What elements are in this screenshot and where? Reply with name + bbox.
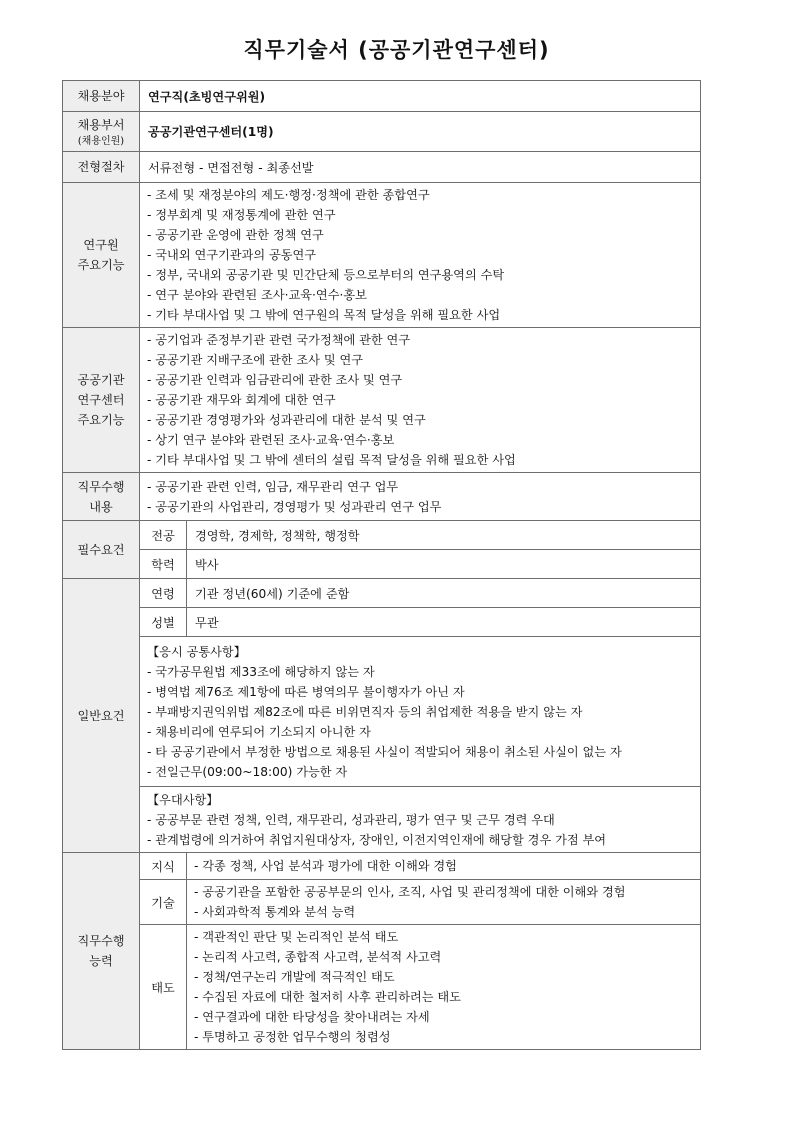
institute-functions-label — [63, 183, 140, 328]
list-item: - 공공기관 인력과 임금관리에 관한 조사 및 연구 — [147, 373, 403, 387]
list-item: - 국내외 연구기관과의 공동연구 — [147, 248, 317, 262]
label-line: 직무수행 — [77, 934, 125, 948]
degree-label: 학력 — [140, 550, 187, 579]
list-item: - 각종 정책, 사업 분석과 평가에 대한 이해와 경험 — [194, 859, 457, 873]
gender-value: 무관 — [187, 608, 701, 637]
general-label: 일반요건 — [63, 579, 140, 853]
process-value: 서류전형 - 면접전형 - 최종선발 — [140, 152, 701, 183]
duties-label — [63, 473, 140, 521]
skill-content — [187, 880, 701, 925]
list-item: - 기타 부대사업 및 그 밖에 연구원의 목적 달성을 위해 필요한 사업 — [147, 308, 501, 322]
duties-row — [63, 473, 701, 521]
label-line: 주요기능 — [77, 258, 125, 272]
list-item: - 공공기관 운영에 관한 정책 연구 — [147, 228, 324, 242]
list-item: - 채용비리에 연루되어 기소되지 아니한 자 — [147, 724, 371, 739]
preference-content — [140, 787, 701, 853]
list-item: - 조세 및 재정분야의 제도·행정·정책에 관한 종합연구 — [147, 188, 430, 202]
label-line: 능력 — [89, 954, 113, 968]
list-item: - 국가공무원법 제33조에 해당하지 않는 자 — [147, 664, 375, 679]
dept-label — [63, 112, 140, 152]
list-item: - 기타 부대사업 및 그 밖에 센터의 설립 목적 달성을 위해 필요한 사업 — [147, 453, 516, 467]
label-line: 연구원 — [83, 238, 119, 252]
institute-functions-content — [140, 183, 701, 328]
list-item: - 공공부문 관련 정책, 인력, 재무관리, 성과관리, 평가 연구 및 근무 경력 우대 — [147, 812, 555, 827]
competency-label — [63, 853, 140, 1050]
dept-row — [63, 112, 701, 152]
center-functions-label — [63, 328, 140, 473]
skill-row — [63, 880, 701, 925]
common-requirements-content — [140, 637, 701, 787]
label-line: 내용 — [89, 499, 113, 514]
label-line: 연구센터 — [77, 393, 125, 407]
list-item: - 부패방지권익위법 제82조에 따른 비위면직자 등의 취업제한 적용을 받지 않는 자 — [147, 704, 583, 719]
attitude-row — [63, 925, 701, 1050]
dept-label-main: 채용부서 — [77, 117, 125, 132]
field-value: 연구직(초빙연구위원) — [140, 81, 701, 112]
gender-row — [63, 608, 701, 637]
list-item: - 정부회계 및 재정통계에 관한 연구 — [147, 208, 336, 222]
list-item: - 공공기관을 포함한 공공부문의 인사, 조직, 사업 및 관리정책에 대한 이해와 경험 — [194, 885, 626, 899]
list-item: - 정부, 국내외 공공기관 및 민간단체 등으로부터의 연구용역의 수탁 — [147, 268, 505, 282]
process-label: 전형절차 — [63, 152, 140, 183]
degree-row — [63, 550, 701, 579]
list-item: - 공공기관의 사업관리, 경영평가 및 성과관리 연구 업무 — [147, 499, 442, 514]
list-item: - 투명하고 공정한 업무수행의 청렴성 — [194, 1030, 391, 1044]
list-item: - 공기업과 준정부기관 관련 국가정책에 관한 연구 — [147, 333, 411, 347]
list-item: - 관계법령에 의거하여 취업지원대상자, 장애인, 이전지역인재에 해당할 경우 가점 부여 — [147, 832, 607, 847]
list-item: - 전일근무(09:00~18:00) 가능한 자 — [147, 764, 348, 779]
age-row — [63, 579, 701, 608]
section-heading: 【응시 공통사항】 — [147, 644, 246, 659]
list-item: - 객관적인 판단 및 논리적인 분석 태도 — [194, 930, 399, 944]
section-heading: 【우대사항】 — [147, 792, 219, 807]
institute-functions-row — [63, 183, 701, 328]
list-item: - 병역법 제76조 제1항에 따른 병역의무 불이행자가 아닌 자 — [147, 684, 465, 699]
dept-label-sub: (채용인원) — [77, 135, 125, 147]
process-row — [63, 152, 701, 183]
age-value: 기관 정년(60세) 기준에 준함 — [187, 579, 701, 608]
field-row — [63, 81, 701, 112]
degree-value: 박사 — [187, 550, 701, 579]
list-item: - 상기 연구 분야와 관련된 조사·교육·연수·홍보 — [147, 433, 395, 447]
age-label: 연령 — [140, 579, 187, 608]
duties-content — [140, 473, 701, 521]
knowledge-label: 지식 — [140, 853, 187, 880]
major-label: 전공 — [140, 521, 187, 550]
knowledge-row — [63, 853, 701, 880]
list-item: - 공공기관 재무와 회계에 대한 연구 — [147, 393, 336, 407]
dept-value: 공공기관연구센터(1명) — [140, 112, 701, 152]
job-description-table — [62, 80, 701, 1050]
list-item: - 공공기관 지배구조에 관한 조사 및 연구 — [147, 353, 364, 367]
label-line: 공공기관 — [77, 373, 125, 387]
list-item: - 공공기관 경영평가와 성과관리에 대한 분석 및 연구 — [147, 413, 426, 427]
label-line: 주요기능 — [77, 413, 125, 427]
list-item: - 공공기관 관련 인력, 임금, 재무관리 연구 업무 — [147, 479, 399, 494]
list-item: - 연구결과에 대한 타당성을 찾아내려는 자세 — [194, 1010, 430, 1024]
major-value: 경영학, 경제학, 정책학, 행정학 — [187, 521, 701, 550]
list-item: - 수집된 자료에 대한 철저히 사후 관리하려는 태도 — [194, 990, 461, 1004]
list-item: - 정책/연구논리 개발에 적극적인 태도 — [194, 970, 395, 984]
center-functions-row — [63, 328, 701, 473]
list-item: - 타 공공기관에서 부정한 방법으로 채용된 사실이 적발되어 채용이 취소된 사실이 없는 자 — [147, 744, 622, 759]
label-line: 직무수행 — [77, 479, 125, 494]
attitude-label: 태도 — [140, 925, 187, 1050]
list-item: - 사회과학적 통계와 분석 능력 — [194, 905, 356, 919]
gender-label: 성별 — [140, 608, 187, 637]
field-label: 채용분야 — [63, 81, 140, 112]
page-title: 직무기술서 (공공기관연구센터) — [243, 38, 550, 62]
skill-label: 기술 — [140, 880, 187, 925]
required-label: 필수요건 — [63, 521, 140, 579]
common-requirements-row — [63, 637, 701, 787]
center-functions-content — [140, 328, 701, 473]
knowledge-content — [187, 853, 701, 880]
list-item: - 연구 분야와 관련된 조사·교육·연수·홍보 — [147, 288, 367, 302]
list-item: - 논리적 사고력, 종합적 사고력, 분석적 사고력 — [194, 950, 442, 964]
attitude-content — [187, 925, 701, 1050]
major-row — [63, 521, 701, 550]
preference-row — [63, 787, 701, 853]
